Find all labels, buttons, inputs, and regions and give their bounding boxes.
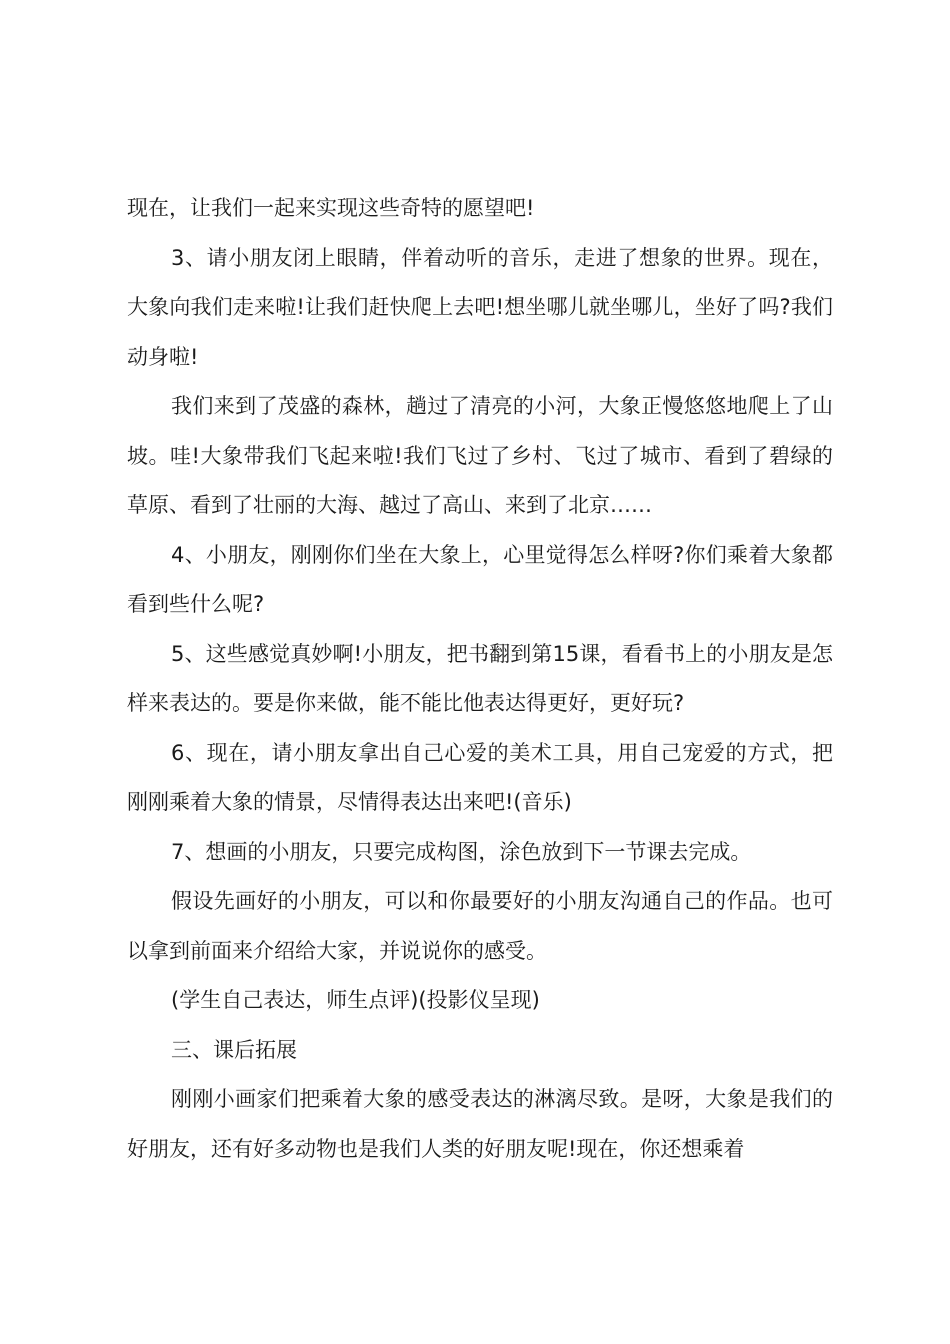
paragraph-1: 现在，让我们一起来实现这些奇特的愿望吧! [127,196,535,220]
paragraph-2: 3、请小朋友闭上眼睛，伴着动听的音乐，走进了想象的世界。现在，大象向我们走来啦!让我们赶快爬上去吧!想坐哪儿就坐哪儿，坐好了吗?我们动身啦! [127,245,833,369]
paragraph-10: 刚刚小画家们把乘着大象的感受表达的淋漓尽致。是呀，大象是我们的好朋友，还有好多动物也是我们人类的好朋友呢!现在，你还想乘着 [127,1087,833,1161]
paragraph-5: 5、这些感觉真妙啊!小朋友，把书翻到第15课，看看书上的小朋友是怎样来表达的。要是你来做，能不能比他表达得更好，更好玩? [127,641,833,715]
paragraph-3: 我们来到了茂盛的森林，趟过了清亮的小河，大象正慢悠悠地爬上了山坡。哇!大象带我们飞起来啦!我们飞过了乡村、飞过了城市、看到了碧绿的草原、看到了壮丽的大海、越过了高山、来到了北京…… [127,394,833,517]
paragraph-8: 假设先画好的小朋友，可以和你最要好的小朋友沟通自己的作品。也可以拿到前面来介绍给大家，并说说你的感受。 [127,889,833,963]
paragraph-7: 7、想画的小朋友，只要完成构图，涂色放到下一节课去完成。 [171,839,752,864]
paragraph-9: (学生自己表达，师生点评)(投影仪呈现) [171,988,540,1012]
paragraph-6: 6、现在，请小朋友拿出自己心爱的美术工具，用自己宠爱的方式，把刚刚乘着大象的情景，尽情得表达出来吧!(音乐) [127,740,833,814]
paragraph-4: 4、小朋友，刚刚你们坐在大象上，心里觉得怎么样呀?你们乘着大象都看到些什么呢? [127,542,833,616]
section-heading: 三、课后拓展 [171,1037,297,1062]
document-body [127,184,833,1174]
